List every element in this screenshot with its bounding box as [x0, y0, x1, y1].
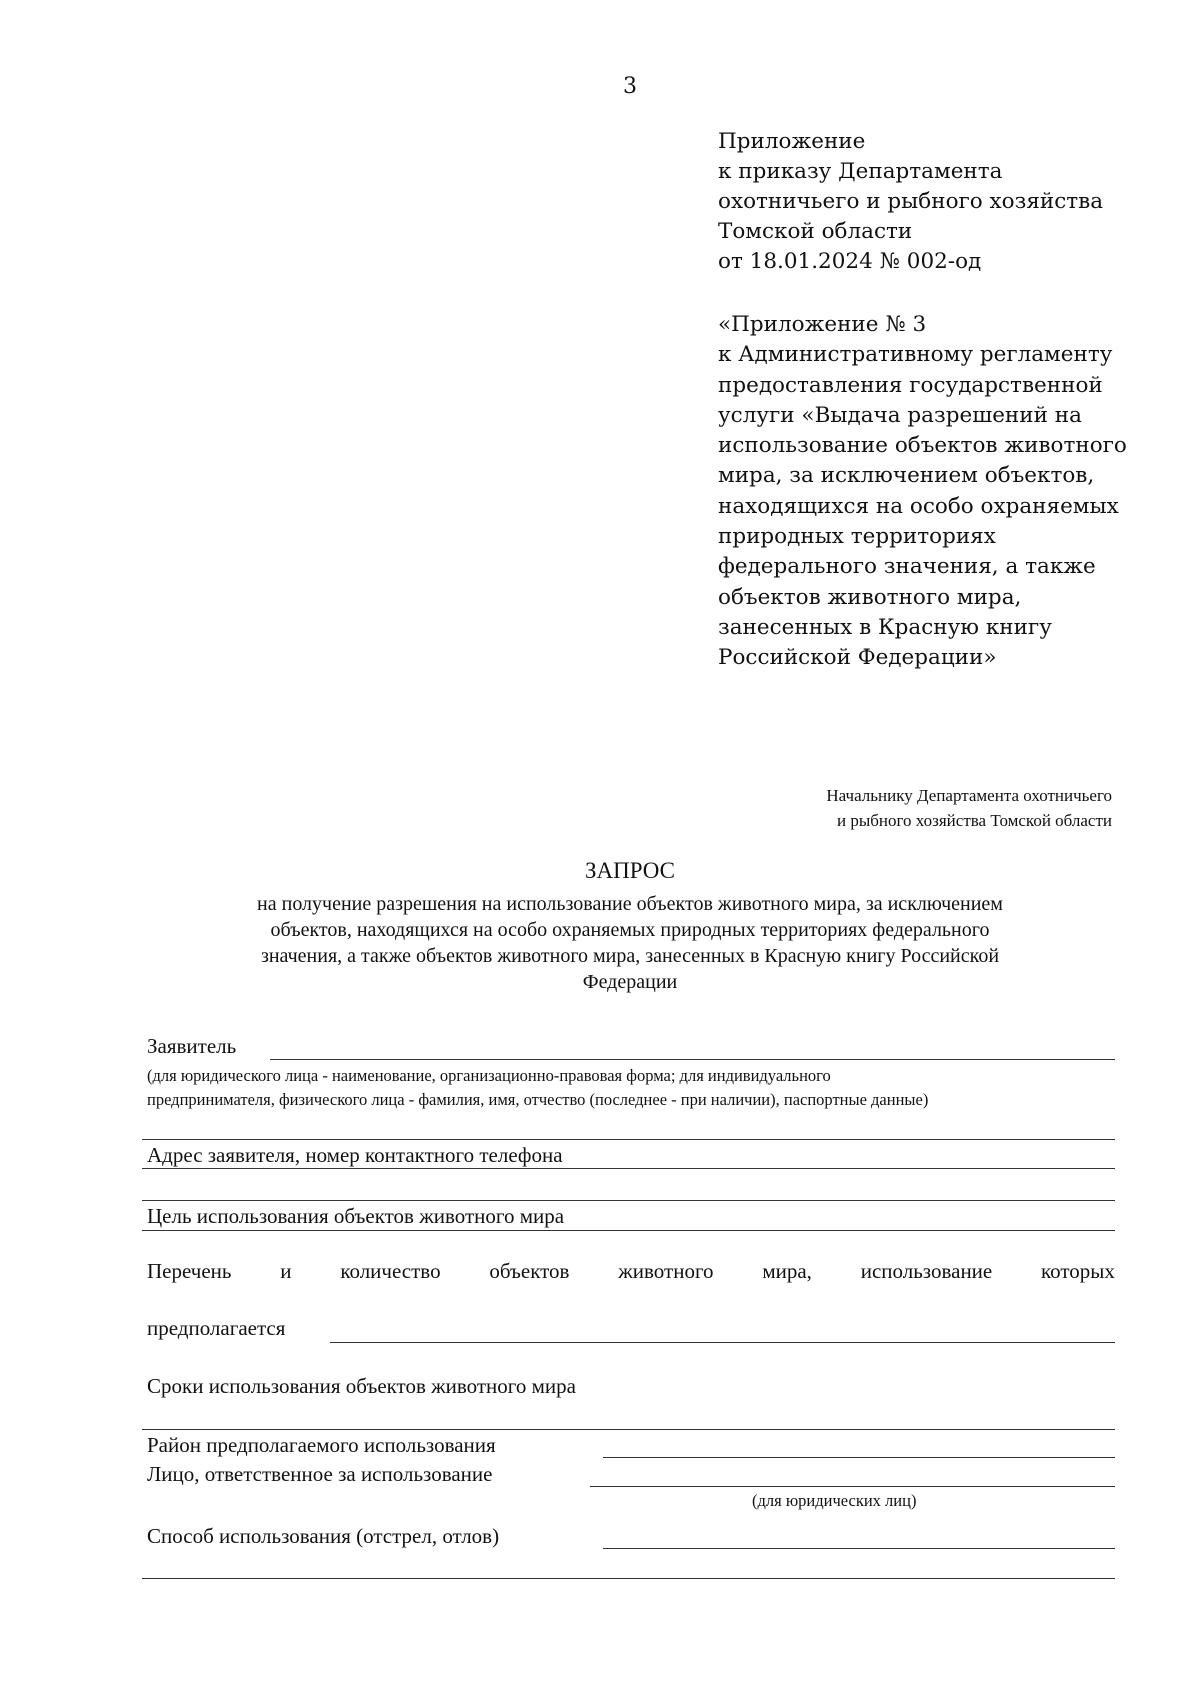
terms-line[interactable] — [142, 1429, 1115, 1430]
method-extra-line[interactable] — [142, 1578, 1115, 1579]
objects-list-word: объектов — [489, 1259, 570, 1283]
applicant-hint: (для юридического лица - наименование, организационно-правовая форма; для индивидуального — [147, 1066, 831, 1085]
appendix-reglament-line: занесенных в Красную книгу — [718, 614, 1052, 640]
objects-list-word: количество — [340, 1259, 441, 1283]
request-subtitle-line: на получение разрешения на использование объектов животного мира, за исключением — [257, 893, 1003, 915]
request-subtitle-line: значения, а также объектов животного мира, занесенных в Красную книгу Российской — [260, 945, 1000, 967]
objects-list-word: Перечень — [147, 1259, 232, 1283]
applicant-field-line[interactable] — [142, 1139, 1115, 1140]
terms-label: Сроки использования объектов животного мира — [147, 1374, 576, 1398]
purpose-line[interactable] — [142, 1230, 1115, 1231]
objects-list-word: которых — [1041, 1259, 1115, 1283]
objects-list-word: использование — [860, 1259, 993, 1283]
addressee-line: Начальнику Департамента охотничьего — [826, 786, 1112, 805]
addressee-line: и рыбного хозяйства Томской области — [836, 811, 1112, 830]
address-field-line[interactable] — [142, 1200, 1115, 1201]
objects-list-word: животного — [618, 1259, 714, 1283]
address-line[interactable] — [142, 1168, 1115, 1169]
applicant-hint: предпринимателя, физического лица - фамилия, имя, отчество (последнее - при наличии), паспортные данные) — [147, 1090, 929, 1109]
appendix-reglament-line: к Административному регламенту — [718, 342, 1113, 368]
appendix-reglament — [718, 310, 1127, 674]
address-label: Адрес заявителя, номер контактного телефона — [147, 1143, 563, 1167]
request-title: ЗАПРОС — [584, 858, 676, 883]
appendix-header-line: охотничьего и рыбного хозяйства — [718, 189, 1104, 214]
responsible-label: Лицо, ответственное за использование — [147, 1462, 493, 1486]
purpose-label: Цель использования объектов животного мира — [147, 1204, 565, 1228]
appendix-reglament-line: Российской Федерации» — [718, 645, 997, 671]
responsible-line[interactable] — [590, 1486, 1115, 1487]
appendix-reglament-line: предоставления государственной — [718, 372, 1103, 398]
objects-list-continuation: предполагается — [147, 1316, 286, 1340]
request-subtitle-line: Федерации — [582, 971, 678, 993]
appendix-reglament-line: объектов животного мира, — [718, 584, 1022, 610]
objects-list-word: мира, — [762, 1259, 812, 1283]
applicant-line[interactable] — [270, 1059, 1115, 1060]
appendix-header-line: Приложение — [718, 129, 866, 154]
applicant-label: Заявитель — [147, 1034, 237, 1058]
appendix-reglament-line: «Приложение № 3 — [718, 312, 927, 337]
appendix-header — [718, 127, 1103, 277]
appendix-reglament-line: использование объектов животного — [718, 433, 1127, 459]
method-line[interactable] — [603, 1548, 1115, 1549]
appendix-reglament-line: услуги «Выдача разрешений на — [718, 402, 1082, 428]
method-label: Способ использования (отстрел, отлов) — [147, 1524, 500, 1548]
appendix-reglament-line: федерального значения, а также — [718, 554, 1096, 580]
area-label: Район предполагаемого использования — [147, 1433, 496, 1457]
appendix-reglament-line: находящихся на особо охраняемых — [718, 493, 1119, 519]
appendix-header-line: Томской области — [718, 219, 913, 244]
page-number: 3 — [623, 74, 637, 99]
request-subtitle-line: объектов, находящихся на особо охраняемых природных территориях федерального — [270, 919, 990, 941]
addressee — [826, 783, 1112, 833]
appendix-header-line: к приказу Департамента — [718, 159, 1003, 184]
responsible-hint: (для юридических лиц) — [752, 1491, 917, 1510]
appendix-reglament-line: природных территориях — [718, 524, 996, 550]
objects-list-line[interactable] — [330, 1342, 1115, 1343]
request-subtitle — [160, 891, 1100, 995]
appendix-header-line: от 18.01.2024 № 002-од — [718, 249, 982, 274]
area-line[interactable] — [603, 1457, 1115, 1458]
objects-list-word: и — [280, 1259, 292, 1283]
appendix-reglament-line: мира, за исключением объектов, — [718, 463, 1095, 489]
objects-list-label — [147, 1259, 1115, 1284]
